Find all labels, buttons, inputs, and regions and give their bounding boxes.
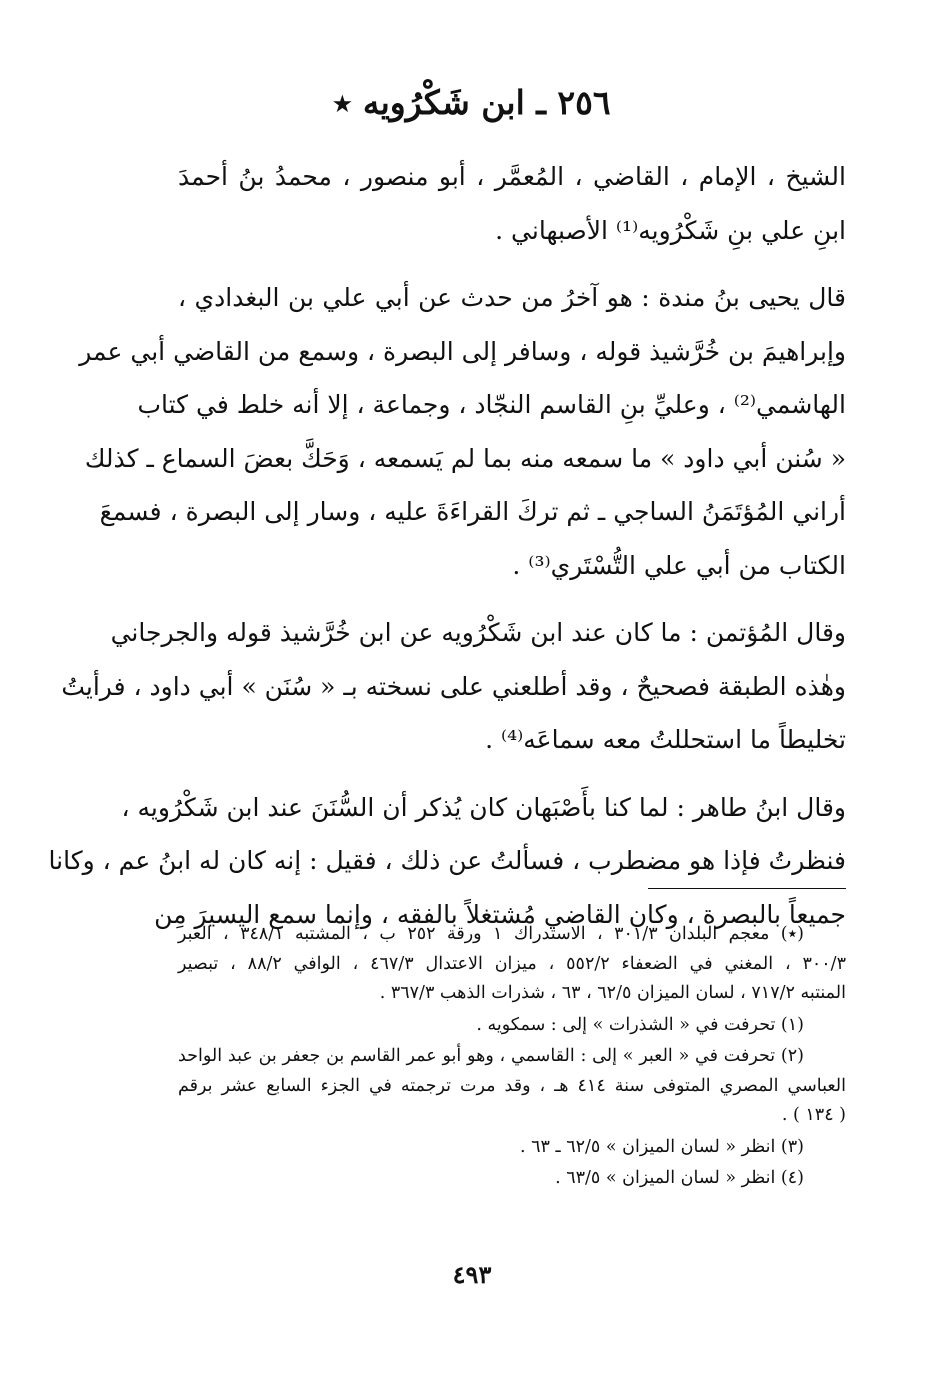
text-line: الهاشمي⁽²⁾ ، وعليِّ بنِ القاسم النجّاد ، وجماعة ، إلا أنه خلط في كتاب [137, 390, 846, 419]
footnote-line: ( ١٣٤ ) . [781, 1105, 846, 1125]
paragraph-ibn-tahir [48, 781, 846, 942]
text-line: جميعاً بالبصرة ، وكان القاضي مُشتغلاً بالفقه ، وإنما سمع اليسيرَ مِن [154, 899, 846, 929]
footnotes [178, 920, 846, 1196]
text-line: الكتاب من أبي علي التُّسْتَري⁽³⁾ . [512, 550, 846, 580]
text-line: وقال ابنُ طاهر : لما كنا بأَصْبَهان كان يُذكر أن السُّنَنَ عند ابن شَكْرُويه ، [121, 792, 846, 822]
footnote-4 [178, 1164, 846, 1194]
footnote-line: (١) تحرفت في « الشذرات » إلى : سمكويه . [476, 1014, 804, 1035]
footnote-2 [178, 1042, 846, 1131]
footnote-line: العباسي المصري المتوفى سنة ٤١٤ هـ ، وقد مرت ترجمته في الجزء السابع عشر برقم [178, 1075, 846, 1096]
footnote-line: (٤) انظر « لسان الميزان » ٦٣/٥ . [555, 1168, 804, 1188]
text-line: « سُنن أبي داود » ما سمعه منه بما لم يَسمعه ، وَحَكَّ بعضَ السماع ـ كذلك [84, 443, 846, 473]
text-line: فنظرتُ فإذا هو مضطرب ، فسألتُ عن ذلك ، فقيل : إنه كان له ابنُ عم ، وكانا [48, 846, 846, 875]
text-line: تخليطاً ما استحللتُ معه سماعَه⁽⁴⁾ . [485, 725, 846, 754]
footnote-1 [178, 1011, 846, 1041]
footnote-line: (٢) تحرفت في « العبر » إلى : القاسمي ، وهو أبو عمر القاسم بن جعفر بن عبد الواحد [178, 1046, 804, 1066]
text-line: وقال المُؤتمن : ما كان عند ابن شَكْرُويه عن ابن خُرَّشيذ قوله والجرجاني [110, 618, 846, 647]
biography-text [48, 150, 846, 955]
text-line: الشيخ ، الإمام ، القاضي ، المُعمَّر ، أبو منصور ، محمدُ بنُ أحمدَ [178, 162, 846, 191]
footnote-line: (٭) معجم البلدان ٣٠١/٣ ، الاستدراك ١ ورقة ٢٥٢ ب ، المشتبه ٣٤٨/١ ، العبر [178, 924, 805, 944]
entry-title: ٢٥٦ ـ ابن شَكْرُويه ٭ [333, 83, 611, 122]
text-line: وهٰذه الطبقة فصحيحٌ ، وقد أطلعني على نسخته بـ « سُنَن » أبي داود ، فرأيتُ [61, 671, 846, 701]
footnote-sources [178, 920, 846, 1009]
paragraph-name [178, 150, 846, 257]
footnote-line: المنتبه ٧١٧/٢ ، لسان الميزان ٦٢/٥ ، ٦٣ ، شذرات الذهب ٣٦٧/٣ . [379, 983, 846, 1003]
page-number: ٤٩٣ [452, 1260, 492, 1289]
text-line: أراني المُؤتَمَنُ الساجي ـ ثم تركَ القراءَةَ عليه ، وسار إلى البصرة ، فسمعَ [99, 497, 846, 526]
footnote-line: ٣٠٠/٣ ، المغني في الضعفاء ٥٥٢/٢ ، ميزان الاعتدال ٤٦٧/٣ ، الوافي ٨٨/٢ ، تبصير [178, 953, 846, 974]
text-line: وإبراهيمَ بن خُرَّشيذ قوله ، وسافر إلى البصرة ، وسمع من القاضي أبي عمر [79, 336, 846, 366]
text-line: قال يحيى بنُ مندة : هو آخرُ من حدث عن أبي علي بن البغدادي ، [178, 283, 846, 312]
paragraph-al-mutaman [61, 606, 846, 767]
footnote-divider [648, 888, 846, 889]
footnote-3 [178, 1133, 846, 1163]
text-line: ابنِ علي بنِ شَكْرُويه⁽¹⁾ الأصبهاني . [495, 215, 846, 245]
paragraph-yahya-ibn-manda [79, 271, 846, 592]
footnote-line: (٣) انظر « لسان الميزان » ٦٢/٥ ـ ٦٣ . [519, 1136, 804, 1157]
